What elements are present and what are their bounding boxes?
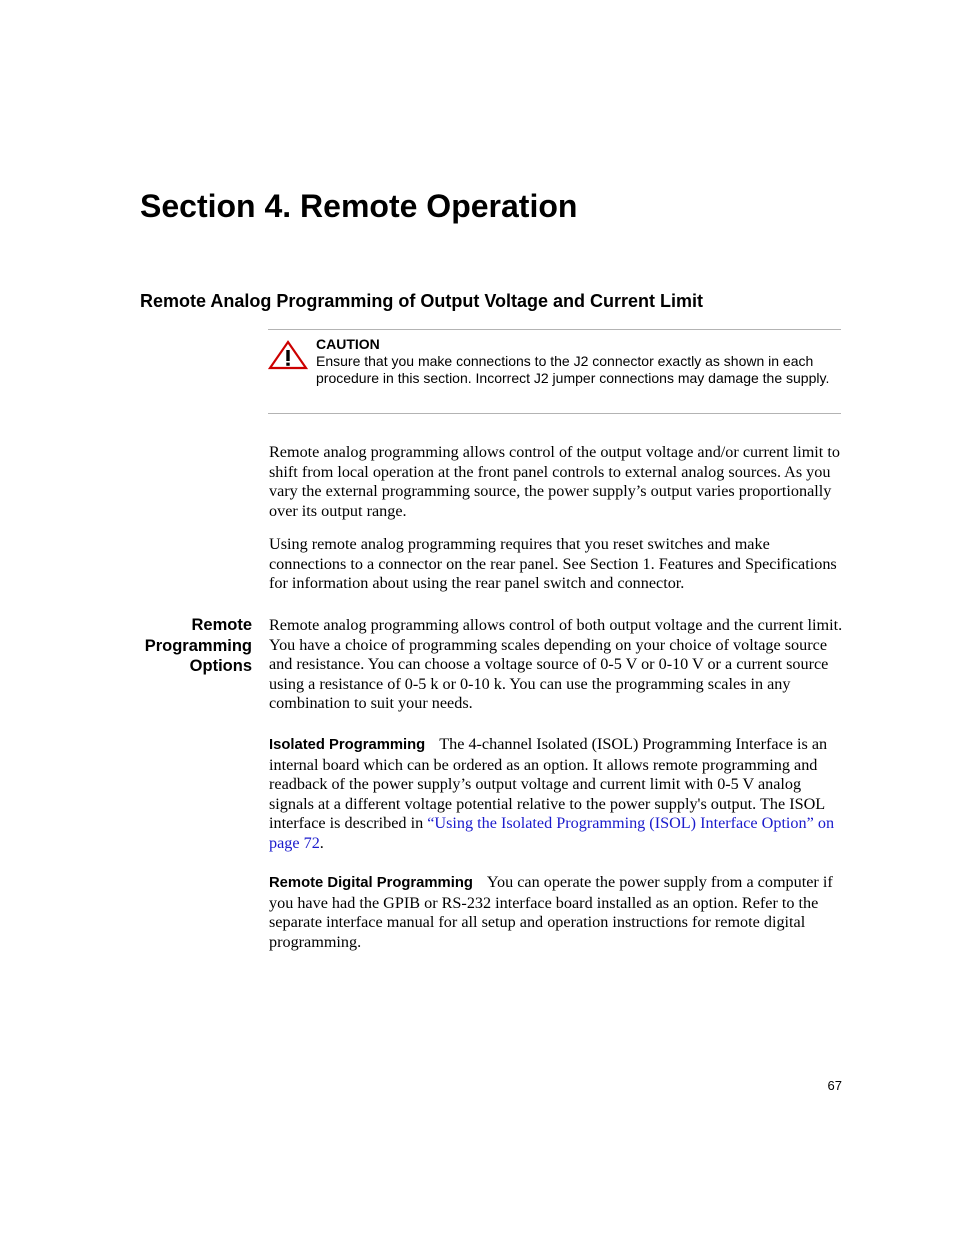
isolated-programming-period: . xyxy=(319,833,324,852)
warning-triangle-icon xyxy=(268,340,308,370)
side-heading-remote-programming-options xyxy=(110,615,252,677)
options-paragraph: Remote analog programming allows control of both output voltage and the current limit. You have a choice of programming scales depending on your choice of voltage source and resistance. You can choose a voltage source of 0-5 V or 0-10 V or a current source using a resistance of 0-5 k or 0-10 k. You can use the programming scales in any combination to suit your needs. xyxy=(269,616,843,712)
caution-heading: CAUTION xyxy=(316,336,380,352)
intro-paragraph: Remote analog programming allows control of the output voltage and/or current limit to shift from local operation at the front panel controls to external analog sources. As you vary the external programming source, the power supply’s output varies proportionally over its output range. xyxy=(269,443,840,520)
side-heading-line: Remote xyxy=(191,616,252,634)
caution-box xyxy=(268,329,841,414)
isolated-programming-heading: Isolated Programming xyxy=(269,737,426,753)
requirements-paragraph: Using remote analog programming requires that you reset switches and make connections to a connector on the rear panel. See Section 1. Features and Specifications for information about using the rear panel switch and connector. xyxy=(269,535,837,592)
side-heading-line: Programming xyxy=(144,636,252,655)
caution-text xyxy=(316,336,841,387)
isolated-programming-text: The 4-channel Isolated (ISOL) Programming Interface is an internal board which can be ordered as an option. It allows remote programming and readback of the power supply’s output voltage and current limit with 0-5 V analog signals at a different voltage potential relative to the power supply's output. The ISOL interface is described in xyxy=(269,735,828,832)
section-title: Section 4. Remote Operation xyxy=(140,188,578,224)
isolated-programming-paragraph xyxy=(269,735,844,853)
caution-body: Ensure that you make connections to the J2 connector exactly as shown in each procedure in this section. Incorrect J2 jumper connections may damage the supply. xyxy=(316,353,830,386)
remote-digital-programming-paragraph xyxy=(269,873,844,952)
side-heading-line: Options xyxy=(189,657,252,675)
isol-interface-link[interactable]: “Using the Isolated Programming (ISOL) Interface Option” on page 72 xyxy=(269,814,835,852)
remote-digital-programming-text: You can operate the power supply from a computer if you have had the GPIB or RS-232 interface board installed as an option. Refer to the separate interface manual for all setup and operation instructions for remote digital programming. xyxy=(269,873,833,951)
page-number: 67 xyxy=(827,1078,842,1093)
remote-digital-programming-heading: Remote Digital Programming xyxy=(269,875,473,891)
subsection-title: Remote Analog Programming of Output Voltage and Current Limit xyxy=(140,291,704,311)
